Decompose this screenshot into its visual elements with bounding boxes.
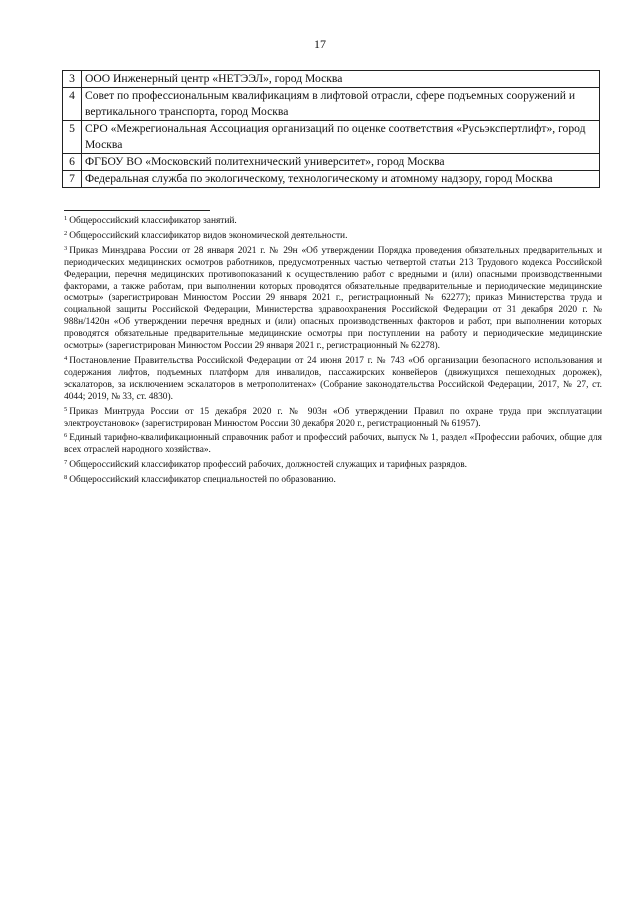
table-row <box>63 71 600 88</box>
footnote-mark: 2 <box>64 229 68 237</box>
row-number: 4 <box>63 88 82 121</box>
footnote-mark: 6 <box>64 432 68 440</box>
footnote-mark: 3 <box>64 244 68 252</box>
footnote-mark: 4 <box>64 354 68 362</box>
footnote-text: Постановление Правительства Российской Федерации от 24 июня 2017 г. № 743 «Об организации безопасного использования и содержания лифтов, подъемных платформ для инвалидов, пассажирских конвейеров (движущихся пешеходных дорожек), эскалаторов, за исключением эскалаторов в метрополитенах» (Собрание законодательства Российской Федерации, 2017, № 27, ст. 4044; 2019, № 33, ст. 4830). <box>64 355 602 402</box>
row-number: 6 <box>63 154 82 171</box>
footnote-text: Общероссийский классификатор профессий рабочих, должностей служащих и тарифных разрядов. <box>69 460 467 471</box>
row-number: 3 <box>63 71 82 88</box>
organization-name: Федеральная служба по экологическому, технологическому и атомному надзору, город Москва <box>82 171 600 188</box>
footnote <box>64 404 602 431</box>
footnotes <box>64 213 602 487</box>
footnote-mark: 1 <box>64 215 68 222</box>
footnote-text: Общероссийский классификатор специальностей по образованию. <box>69 475 336 486</box>
row-number: 5 <box>63 121 82 154</box>
footnote <box>64 472 602 487</box>
footnote-text: Общероссийский классификатор занятий. <box>69 216 237 226</box>
footnote <box>64 430 602 457</box>
organization-name: ФГБОУ ВО «Московский политехнический университет», город Москва <box>82 154 600 171</box>
table-row <box>63 88 600 121</box>
organization-name: СРО «Межрегиональная Ассоциация организаций по оценке соответствия «Русьэкспертлифт», город Москва <box>82 121 600 154</box>
footnote-mark: 7 <box>64 459 68 467</box>
footnote <box>64 213 602 228</box>
footnote-text: Приказ Минздрава России от 28 января 2021 г. № 29н «Об утверждении Порядка проведения обязательных предварительных и периодических медицинских осмотров работников, предусмотренных частью четвертой статьи 213 Трудового кодекса Российской Федерации, перечня медицинских противопоказаний к осуществлению работ с вредными и (или) опасными производственными факторами, а также работам, при выполнении которых проводятся обязательные предварительные и периодические медицинские осмотры» (зарегистрирован Минюстом России 29 января 2021 г., регистрационный № 62277); приказ Министерства труда и социальной защиты Российской Федерации, Министерства здравоохранения Российской Федерации от 31 декабря 2020 г. № 988н/1420н «Об утверждении перечня вредных и (или) опасных производственных факторов и работ, при выполнении которых проводятся обязательные предварительные медицинские осмотры при поступлении на работу и периодические медицинские осмотры» (зарегистрирован Минюстом России 29 января 2021 г., регистрационный № 62278). <box>64 245 602 352</box>
footnote-separator <box>64 210 210 211</box>
footnote <box>64 228 602 243</box>
footnote-text: Общероссийский классификатор видов экономической деятельности. <box>69 230 348 241</box>
table-row <box>63 171 600 188</box>
organization-name: Совет по профессиональным квалификациям в лифтовой отрасли, сфере подъемных сооружений и вертикального транспорта, город Москва <box>82 88 600 121</box>
row-number: 7 <box>63 171 82 188</box>
organizations-table <box>62 70 600 188</box>
footnote <box>64 353 602 404</box>
footnote-text: Приказ Минтруда России от 15 декабря 2020 г. № 903н «Об утверждении Правил по охране труда при эксплуатации электроустановок» (зарегистрирован Минюстом России 30 декабря 2020 г., регистрационный № 61957). <box>64 406 602 429</box>
table-row <box>63 121 600 154</box>
footnote <box>64 457 602 472</box>
footnote-mark: 5 <box>64 405 68 413</box>
footnote <box>64 243 602 353</box>
footnote-text: Единый тарифно-квалификационный справочник работ и профессий рабочих, выпуск № 1, раздел «Профессии рабочих, общие для всех отраслей народного хозяйства». <box>64 433 602 456</box>
footnote-mark: 8 <box>64 474 68 482</box>
page-number: 17 <box>314 37 326 51</box>
table-row <box>63 154 600 171</box>
organization-name: ООО Инженерный центр «НЕТЭЭЛ», город Москва <box>82 71 600 88</box>
